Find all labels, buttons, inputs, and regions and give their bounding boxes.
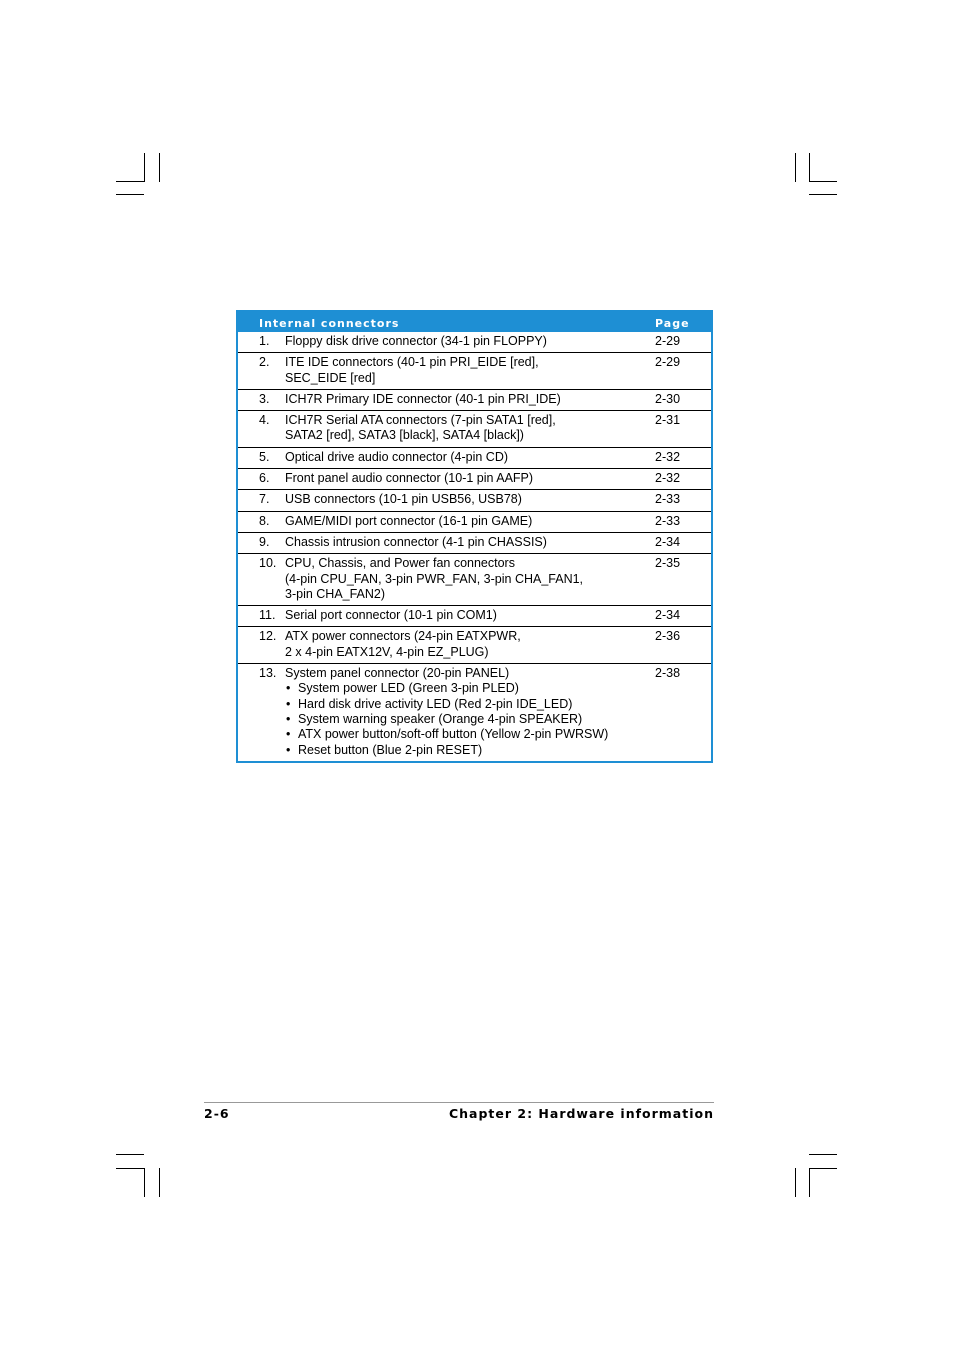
page-number: 2-6 <box>204 1106 230 1121</box>
row-page: 2-36 <box>655 629 681 644</box>
row-number: 2. <box>259 355 270 370</box>
description-line: ICH7R Serial ATA connectors (7-pin SATA1 [red], <box>285 413 556 428</box>
internal-connectors-table <box>236 310 713 763</box>
chapter-title: Chapter 2: Hardware information <box>448 1106 714 1121</box>
crop-mark <box>116 1154 144 1155</box>
row-number: 12. <box>259 629 277 644</box>
row-number: 8. <box>259 513 270 528</box>
row-number: 10. <box>259 556 277 571</box>
row-description <box>284 608 655 623</box>
crop-mark <box>809 1168 810 1197</box>
row-number: 13. <box>259 666 277 681</box>
description-line: SATA2 [red], SATA3 [black], SATA4 [black]) <box>285 428 524 443</box>
crop-mark <box>809 153 810 182</box>
row-number: 3. <box>259 391 270 406</box>
crop-mark <box>809 1168 837 1169</box>
table-row <box>238 605 711 626</box>
description-line: SEC_EIDE [red] <box>285 370 376 385</box>
description-line: ITE IDE connectors (40-1 pin PRI_EIDE [red], <box>285 355 539 370</box>
crop-mark <box>116 181 144 182</box>
row-description <box>284 392 655 407</box>
table-row <box>238 468 711 489</box>
footer-rule <box>204 1102 714 1103</box>
table-row <box>238 532 711 553</box>
row-page: 2-29 <box>655 355 681 370</box>
table-row <box>238 626 711 663</box>
header-page: Page <box>655 317 690 330</box>
description-line: System panel connector (20-pin PANEL) <box>285 666 510 681</box>
description-line: 2 x 4-pin EATX12V, 4-pin EZ_PLUG) <box>285 644 489 659</box>
row-description <box>284 413 655 444</box>
row-number: 5. <box>259 449 270 464</box>
table-row <box>238 489 711 510</box>
row-page: 2-34 <box>655 608 681 623</box>
table-header <box>238 310 711 332</box>
table-row <box>238 553 711 605</box>
table-row <box>238 511 711 532</box>
row-page: 2-32 <box>655 471 681 486</box>
row-page: 2-33 <box>655 513 681 528</box>
description-line: ICH7R Primary IDE connector (40-1 pin PRI_IDE) <box>285 391 561 406</box>
row-number: 7. <box>259 492 270 507</box>
row-description <box>284 535 655 550</box>
row-description <box>284 556 655 602</box>
bullet-item: • Reset button (Blue 2-pin RESET) <box>285 743 655 758</box>
row-description <box>284 471 655 486</box>
row-page: 2-30 <box>655 391 681 406</box>
row-description <box>284 450 655 465</box>
table-row <box>238 332 711 352</box>
crop-mark <box>809 1154 837 1155</box>
crop-mark <box>795 1168 796 1197</box>
crop-mark <box>795 153 796 182</box>
crop-mark <box>116 194 144 195</box>
row-description <box>284 334 655 349</box>
row-page: 2-33 <box>655 492 681 507</box>
row-description <box>284 666 655 758</box>
row-description <box>284 514 655 529</box>
description-line: ATX power connectors (24-pin EATXPWR, <box>285 629 521 644</box>
row-page: 2-32 <box>655 449 681 464</box>
row-page: 2-35 <box>655 556 681 571</box>
bullet-item: • ATX power button/soft-off button (Yellow 2-pin PWRSW) <box>285 727 655 742</box>
crop-mark <box>159 153 160 182</box>
table-row <box>238 410 711 447</box>
crop-mark <box>144 1168 145 1197</box>
bullet-item: • Hard disk drive activity LED (Red 2-pin IDE_LED) <box>285 697 655 712</box>
row-description <box>284 355 655 386</box>
crop-mark <box>144 153 145 182</box>
description-line: CPU, Chassis, and Power fan connectors <box>285 556 515 571</box>
bullet-item: • System warning speaker (Orange 4-pin SPEAKER) <box>285 712 655 727</box>
description-line: Front panel audio connector (10-1 pin AAFP) <box>285 471 534 486</box>
row-page: 2-38 <box>655 666 681 681</box>
description-line: Optical drive audio connector (4-pin CD) <box>285 449 509 464</box>
table-row <box>238 663 711 761</box>
bullet-item: • System power LED (Green 3-pin PLED) <box>285 681 655 696</box>
row-page: 2-34 <box>655 534 681 549</box>
row-page: 2-31 <box>655 413 681 428</box>
description-line: Serial port connector (10-1 pin COM1) <box>285 608 497 623</box>
crop-mark <box>116 1168 144 1169</box>
table-body <box>238 332 711 761</box>
description-line: 3-pin CHA_FAN2) <box>285 586 386 601</box>
table-row <box>238 447 711 468</box>
description-line: USB connectors (10-1 pin USB56, USB78) <box>285 492 522 507</box>
description-line: Floppy disk drive connector (34-1 pin FLOPPY) <box>285 334 547 348</box>
row-number: 9. <box>259 534 270 549</box>
row-description <box>284 492 655 507</box>
description-line: GAME/MIDI port connector (16-1 pin GAME) <box>285 513 533 528</box>
row-page: 2-29 <box>655 334 681 348</box>
crop-mark <box>809 181 837 182</box>
description-line: Chassis intrusion connector (4-1 pin CHASSIS) <box>285 534 547 549</box>
row-number: 6. <box>259 471 270 486</box>
crop-mark <box>159 1168 160 1197</box>
header-title: Internal connectors <box>259 317 400 330</box>
table-row <box>238 389 711 410</box>
description-line: (4-pin CPU_FAN, 3-pin PWR_FAN, 3-pin CHA_FAN1, <box>285 571 584 586</box>
row-description <box>284 629 655 660</box>
row-number: 1. <box>259 334 270 348</box>
row-number: 4. <box>259 413 270 428</box>
table-row <box>238 352 711 389</box>
crop-mark <box>809 194 837 195</box>
row-number: 11. <box>259 608 276 623</box>
